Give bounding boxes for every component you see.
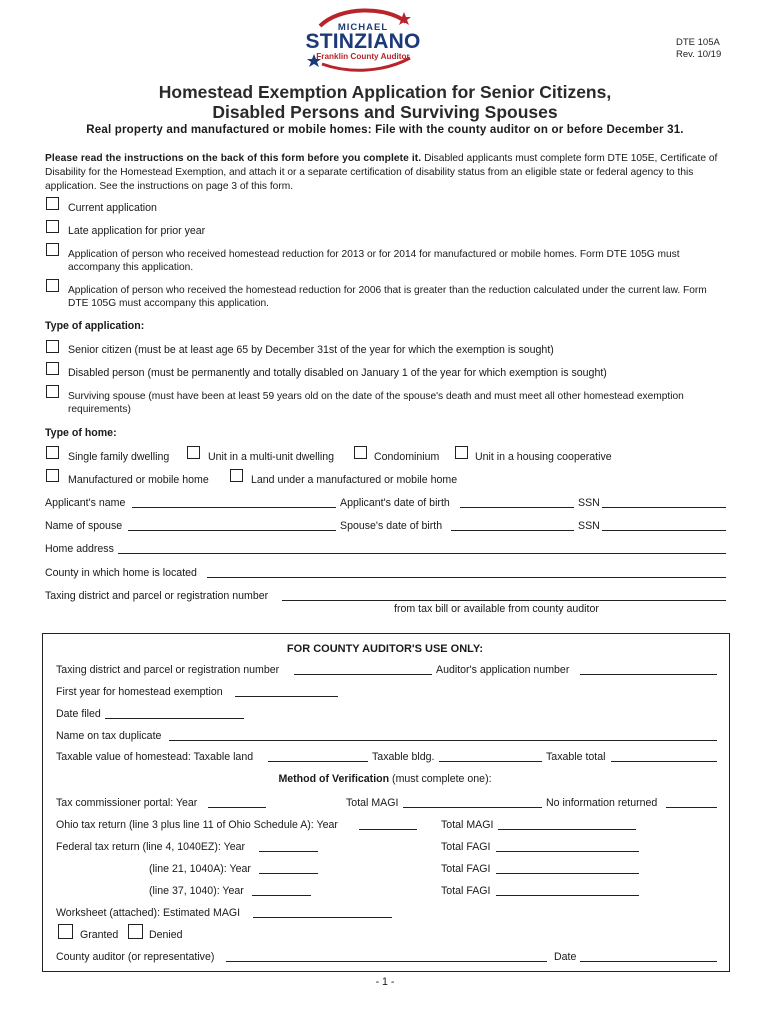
date-field[interactable] — [580, 961, 717, 962]
auditor-section-heading: FOR COUNTY AUDITOR'S USE ONLY: — [286, 643, 484, 655]
taxable-bldg-label: Taxable bldg. — [372, 751, 435, 763]
county-field[interactable] — [207, 577, 726, 578]
current-application-checkbox[interactable] — [46, 197, 59, 210]
single-family-checkbox[interactable] — [46, 446, 59, 459]
granted-checkbox[interactable] — [58, 924, 73, 939]
granted-label: Granted — [80, 929, 119, 941]
method-of-verification — [0, 773, 770, 785]
date-label: Date — [554, 951, 577, 963]
reduction-2006-label: Application of person who received the homestead reduction for 2006 that is greater than the reduction calculated under the current law. Form DTE 105G must accompany this application. — [68, 285, 707, 309]
instructions-rest: Disabled applicants must complete form DTE 105E, Certificate of Disability for the Homestead Exemption, and attach it or a separate certification of disability status from an eligible state or federal agency to this application. See the instructions on page 3 of this form. — [45, 153, 718, 192]
disabled-person-label: Disabled person (must be permanently and totally disabled on January 1 of the year for which exemption is sought) — [68, 367, 607, 379]
first-year-field[interactable] — [235, 696, 338, 697]
type-of-application-heading: Type of application: — [45, 320, 145, 332]
applicant-dob-field[interactable] — [460, 507, 574, 508]
form-number: DTE 105A — [676, 37, 720, 48]
multi-unit-label: Unit in a multi-unit dwelling — [208, 451, 335, 463]
late-application-checkbox[interactable] — [46, 220, 59, 233]
page-subtitle: Real property and manufactured or mobile homes: File with the county auditor on or before December 31. — [86, 124, 684, 136]
worksheet-magi-field[interactable] — [253, 917, 392, 918]
single-family-label: Single family dwelling — [68, 451, 170, 463]
name-duplicate-field[interactable] — [169, 740, 717, 741]
spouse-dob-field[interactable] — [451, 530, 574, 531]
taxing-district-label: Taxing district and parcel or registration number — [45, 590, 269, 602]
taxing-district-note: from tax bill or available from county auditor — [394, 603, 599, 615]
ohio-magi-label: Total MAGI — [441, 819, 494, 831]
line37-label: (line 37, 1040): Year — [149, 885, 244, 897]
page-title-line2: Disabled Persons and Surviving Spouses — [212, 102, 558, 122]
portal-label: Tax commissioner portal: Year — [56, 797, 198, 809]
franklin-county-auditor-logo — [300, 8, 426, 72]
land-under-mobile-checkbox[interactable] — [230, 469, 243, 482]
denied-label: Denied — [149, 929, 183, 941]
applicant-ssn-label: SSN — [578, 497, 600, 509]
federal-return-label: Federal tax return (line 4, 1040EZ): Year — [56, 841, 246, 853]
fagi-3-label: Total FAGI — [441, 885, 491, 897]
no-info-label: No information returned — [546, 797, 658, 809]
senior-citizen-checkbox[interactable] — [46, 340, 59, 353]
date-filed-field[interactable] — [105, 718, 244, 719]
logo-first-name: MICHAEL — [337, 22, 389, 33]
auditor-taxing-district-label: Taxing district and parcel or registration number — [56, 664, 280, 676]
spouse-name-label: Name of spouse — [45, 520, 123, 532]
surviving-spouse-checkbox[interactable] — [46, 385, 59, 398]
reduction-2013-label: Application of person who received homestead reduction for 2013 or for 2014 for manufactured or mobile homes. Form DTE 105G must accompany this application. — [68, 249, 680, 273]
applicant-dob-label: Applicant's date of birth — [340, 497, 450, 509]
taxing-district-field[interactable] — [282, 600, 726, 601]
taxable-total-label: Taxable total — [546, 751, 606, 763]
method-rest: (must complete one): — [389, 773, 492, 785]
auditor-app-number-field[interactable] — [580, 674, 717, 675]
worksheet-label: Worksheet (attached): Estimated MAGI — [56, 907, 241, 919]
condominium-label: Condominium — [374, 451, 440, 463]
fagi-1-field[interactable] — [496, 851, 639, 852]
applicant-name-label: Applicant's name — [45, 497, 126, 509]
late-application-label: Late application for prior year — [68, 225, 206, 237]
date-filed-label: Date filed — [56, 708, 101, 720]
applicant-name-field[interactable] — [132, 507, 336, 508]
fagi-1-label: Total FAGI — [441, 841, 491, 853]
instructions-bold: Please read the instructions on the back of this form before you complete it. — [45, 153, 422, 164]
line21-year-field[interactable] — [259, 873, 318, 874]
county-label: County in which home is located — [45, 567, 197, 579]
spouse-ssn-field[interactable] — [602, 530, 726, 531]
applicant-ssn-field[interactable] — [602, 507, 726, 508]
no-info-field[interactable] — [666, 807, 717, 808]
home-address-field[interactable] — [118, 553, 726, 554]
portal-year-field[interactable] — [208, 807, 266, 808]
county-auditor-label: County auditor (or representative) — [56, 951, 215, 963]
auditor-app-number-label: Auditor's application number — [436, 664, 570, 676]
mobile-home-label: Manufactured or mobile home — [68, 474, 209, 486]
taxable-land-field[interactable] — [268, 761, 368, 762]
reduction-2013-checkbox[interactable] — [46, 243, 59, 256]
surviving-spouse-label: Surviving spouse (must have been at least 59 years old on the date of the spouse's death and must meet all other homestead exemption requirements) — [68, 391, 684, 415]
taxable-bldg-field[interactable] — [439, 761, 542, 762]
spouse-dob-label: Spouse's date of birth — [340, 520, 443, 532]
ohio-return-label: Ohio tax return (line 3 plus line 11 of Ohio Schedule A): Year — [56, 819, 338, 831]
line21-label: (line 21, 1040A): Year — [149, 863, 251, 875]
mobile-home-checkbox[interactable] — [46, 469, 59, 482]
spouse-name-field[interactable] — [128, 530, 336, 531]
disabled-person-checkbox[interactable] — [46, 362, 59, 375]
multi-unit-checkbox[interactable] — [187, 446, 200, 459]
form-id — [676, 37, 721, 61]
name-duplicate-label: Name on tax duplicate — [56, 730, 162, 742]
fagi-2-label: Total FAGI — [441, 863, 491, 875]
page-number: - 1 - — [375, 976, 395, 988]
page-title-line1: Homestead Exemption Application for Senior Citizens, — [158, 82, 612, 102]
housing-cooperative-checkbox[interactable] — [455, 446, 468, 459]
instructions-paragraph — [45, 152, 735, 194]
denied-checkbox[interactable] — [128, 924, 143, 939]
county-auditor-signature-field[interactable] — [226, 961, 547, 962]
condominium-checkbox[interactable] — [354, 446, 367, 459]
portal-magi-field[interactable] — [403, 807, 542, 808]
portal-magi-label: Total MAGI — [346, 797, 399, 809]
logo-office: Franklin County Auditor — [316, 52, 410, 61]
housing-cooperative-label: Unit in a housing cooperative — [475, 451, 612, 463]
logo-last-name: STINZIANO — [305, 30, 421, 53]
method-bold: Method of Verification — [278, 773, 390, 785]
auditor-taxing-district-field[interactable] — [294, 674, 432, 675]
reduction-2006-checkbox[interactable] — [46, 279, 59, 292]
spouse-ssn-label: SSN — [578, 520, 600, 532]
first-year-label: First year for homestead exemption — [56, 686, 223, 698]
type-of-home-heading: Type of home: — [45, 427, 117, 439]
form-revision: Rev. 10/19 — [676, 49, 722, 60]
current-application-label: Current application — [68, 202, 157, 214]
taxable-land-label: Taxable value of homestead: Taxable land — [56, 751, 254, 763]
line37-year-field[interactable] — [252, 895, 311, 896]
ohio-magi-field[interactable] — [498, 829, 636, 830]
fagi-3-field[interactable] — [496, 895, 639, 896]
federal-year-field[interactable] — [259, 851, 318, 852]
land-under-mobile-label: Land under a manufactured or mobile home — [251, 474, 458, 486]
ohio-year-field[interactable] — [359, 829, 417, 830]
fagi-2-field[interactable] — [496, 873, 639, 874]
taxable-total-field[interactable] — [611, 761, 717, 762]
senior-citizen-label: Senior citizen (must be at least age 65 by December 31st of the year for which the exemption is sought) — [68, 344, 554, 356]
home-address-label: Home address — [45, 543, 114, 555]
